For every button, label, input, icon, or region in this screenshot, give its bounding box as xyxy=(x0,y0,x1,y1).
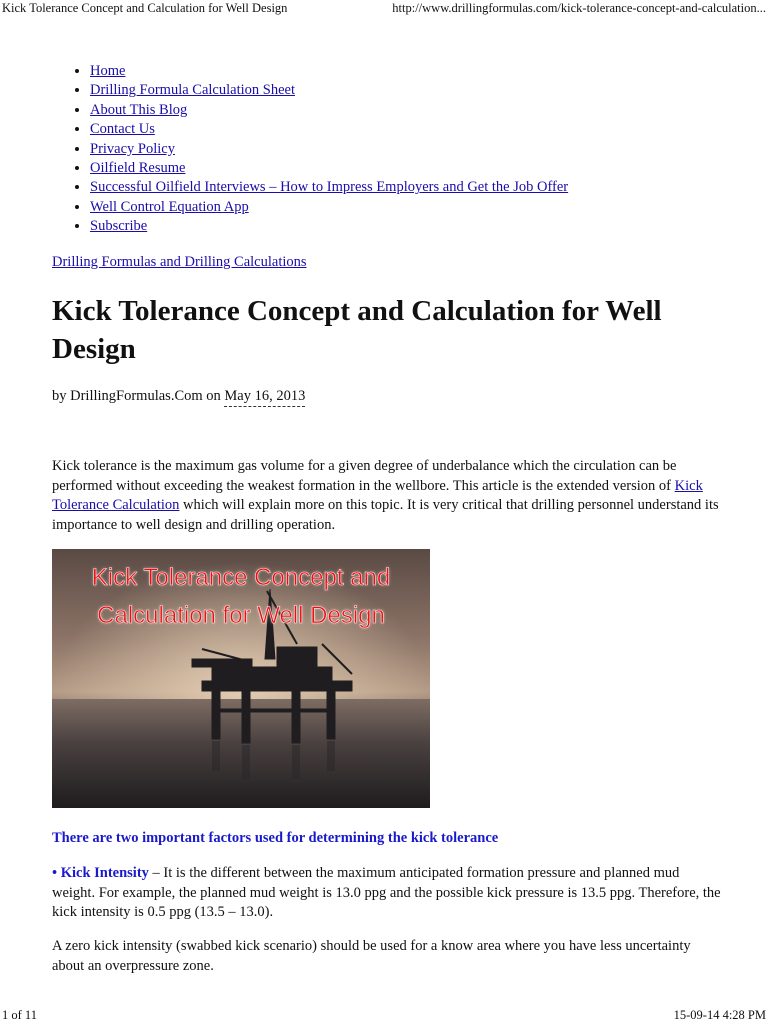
image-caption-line-1: Kick Tolerance Concept and xyxy=(91,564,391,591)
nav-link-about[interactable]: About This Blog xyxy=(90,101,188,118)
nav-item-about xyxy=(90,101,568,120)
kick-intensity-term: • Kick Intensity xyxy=(52,865,149,881)
nav-link-resume[interactable]: Oilfield Resume xyxy=(90,160,186,177)
print-header-url: http://www.drillingformulas.com/kick-tolerance-concept-and-calculation... xyxy=(392,1,766,15)
byline-author: by DrillingFormulas.Com on xyxy=(52,388,221,404)
nav-link-interviews[interactable]: Successful Oilfield Interviews – How to Impress Employers and Get the Job Offer xyxy=(90,179,569,196)
print-footer-datetime: 15-09-14 4:28 PM xyxy=(673,1008,766,1022)
nav-item-subscribe xyxy=(90,217,568,236)
intro-text-b: which will explain more on this topic. It is very critical that drilling personnel understand its importance to well design and drilling operation. xyxy=(52,497,719,533)
section-subheading: There are two important factors used for determining the kick tolerance xyxy=(52,830,499,846)
nav-link-formula-sheet[interactable]: Drilling Formula Calculation Sheet xyxy=(90,82,295,99)
intro-text-a: Kick tolerance is the maximum gas volume for a given degree of underbalance which the circulation can be performed without exceeding the weakest formation in the wellbore. This article is the extended version of xyxy=(52,458,677,494)
print-footer-page: 1 of 11 xyxy=(2,1008,37,1022)
nav-item-formula-sheet xyxy=(90,81,568,100)
article-title: Kick Tolerance Concept and Calculation for Well Design xyxy=(52,295,662,365)
kick-intensity-text: – It is the different between the maximum anticipated formation pressure and planned mud weight. For example, the planned mud weight is 13.0 ppg and the possible kick pressure is 13.5 ppg. Therefore, the kick intensity is 0.5 ppg (13.5 – 13.0). xyxy=(52,865,721,920)
image-caption-line-2: Calculation for Well Design xyxy=(97,602,385,629)
intro-paragraph xyxy=(52,457,722,535)
print-header-title: Kick Tolerance Concept and Calculation for Well Design xyxy=(2,1,288,15)
nav-link-app[interactable]: Well Control Equation App xyxy=(90,198,249,215)
kick-tolerance-calculation-link[interactable]: Kick Tolerance Calculation xyxy=(52,477,703,513)
nav-item-privacy xyxy=(90,140,568,159)
category-link[interactable]: Drilling Formulas and Drilling Calculations xyxy=(52,254,307,270)
nav-item-contact xyxy=(90,120,568,139)
site-navigation xyxy=(52,62,568,237)
nav-item-app xyxy=(90,198,568,217)
post-date: May 16, 2013 xyxy=(224,388,305,407)
nav-item-resume xyxy=(90,159,568,178)
kick-intensity-paragraph xyxy=(52,864,722,923)
zero-kick-paragraph: A zero kick intensity (swabbed kick scenario) should be used for a know area where you have less uncertainty about an overpressure zone. xyxy=(52,938,691,974)
nav-item-interviews xyxy=(90,178,568,197)
nav-link-home[interactable]: Home xyxy=(90,63,126,79)
nav-item-home xyxy=(90,62,568,81)
nav-link-subscribe[interactable]: Subscribe xyxy=(90,218,148,235)
nav-link-contact[interactable]: Contact Us xyxy=(90,121,155,138)
byline xyxy=(52,388,305,405)
nav-link-privacy[interactable]: Privacy Policy xyxy=(90,140,175,157)
